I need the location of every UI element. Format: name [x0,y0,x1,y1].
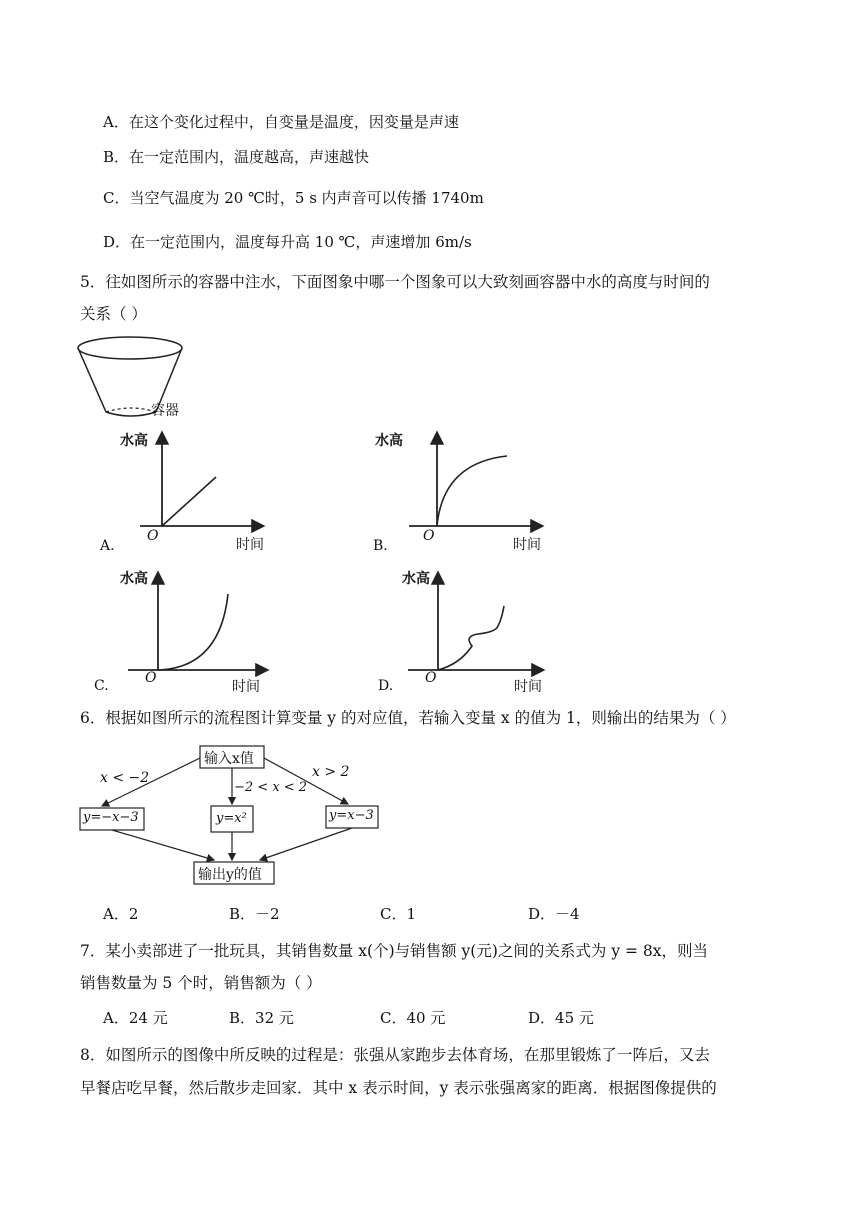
container-label: 容器 [151,403,179,419]
q8-stem-line1: 8．如图所示的图像中所反映的过程是：张强从家跑步去体育场，在那里锻炼了一阵后，又去 [80,1046,710,1064]
q7-option-d: D．45 元 [528,1009,594,1027]
graph-d-option-label: D. [378,678,394,694]
graph-a-xlabel: 时间 [236,537,264,553]
q5-stem-line1: 5．往如图所示的容器中注水，下面图象中哪一个图象可以大致刻画容器中水的高度与时间的 [80,273,710,291]
graph-a-origin: O [147,528,159,544]
graph-a [100,428,280,558]
container-figure [72,332,212,422]
q4-option-a: A．在这个变化过程中，自变量是温度，因变量是声速 [103,113,459,131]
flow-mid-box: y=x² [216,811,247,826]
graph-b-origin: O [423,528,435,544]
graph-c-origin: O [145,670,157,686]
q4-option-c: C．当空气温度为 20 ℃时，5 s 内声音可以传播 1740m [103,189,484,207]
graph-b-ylabel: 水高 [375,433,403,449]
flow-left-box: y=−x−3 [83,810,139,825]
q7-option-c: C．40 元 [380,1009,446,1027]
q6-option-c: C．1 [380,905,417,923]
q6-stem: 6．根据如图所示的流程图计算变量 y 的对应值，若输入变量 x 的值为 1，则输出的结果为（ ） [80,709,736,727]
q4-option-b: B．在一定范围内，温度越高，声速越快 [103,148,370,166]
graph-c-xlabel: 时间 [232,679,260,695]
q7-option-a: A．24 元 [103,1009,168,1027]
graph-d-xlabel: 时间 [514,679,542,695]
flow-left-condition: x < −2 [100,770,150,786]
flow-right-condition: x > 2 [312,764,350,780]
q6-option-d: D．－4 [528,905,580,923]
graph-d-ylabel: 水高 [402,571,430,587]
graph-b-xlabel: 时间 [513,537,541,553]
flow-right-box: y=x−3 [329,808,374,823]
graph-a-ylabel: 水高 [120,433,148,449]
q4-option-d: D．在一定范围内，温度每升高 10 ℃，声速增加 6m/s [103,233,472,251]
graph-b-option-label: B. [373,538,388,554]
flow-output-box: 输出y的值 [198,867,262,883]
q6-option-a: A．2 [103,905,139,923]
graph-d-origin: O [425,670,437,686]
graph-d [378,566,558,696]
graph-c [92,566,282,696]
q5-stem-line2: 关系（ ） [80,305,147,323]
graph-b [373,428,563,558]
flowchart [76,740,386,890]
flow-mid-condition: −2 < x < 2 [234,780,308,795]
q7-option-b: B．32 元 [229,1009,294,1027]
graph-a-option-label: A. [100,538,115,554]
q6-option-b: B．－2 [229,905,280,923]
graph-c-option-label: C. [94,678,109,694]
flow-input-box: 输入x值 [204,751,254,767]
q7-stem-line1: 7．某小卖部进了一批玩具，其销售数量 x(个)与销售额 y(元)之间的关系式为 y = 8x，则当 [80,942,709,960]
q7-stem-line2: 销售数量为 5 个时，销售额为（ ） [80,974,322,992]
graph-c-ylabel: 水高 [120,571,148,587]
q8-stem-line2: 早餐店吃早餐，然后散步走回家．其中 x 表示时间，y 表示张强离家的距离．根据图像提供的 [80,1079,717,1097]
